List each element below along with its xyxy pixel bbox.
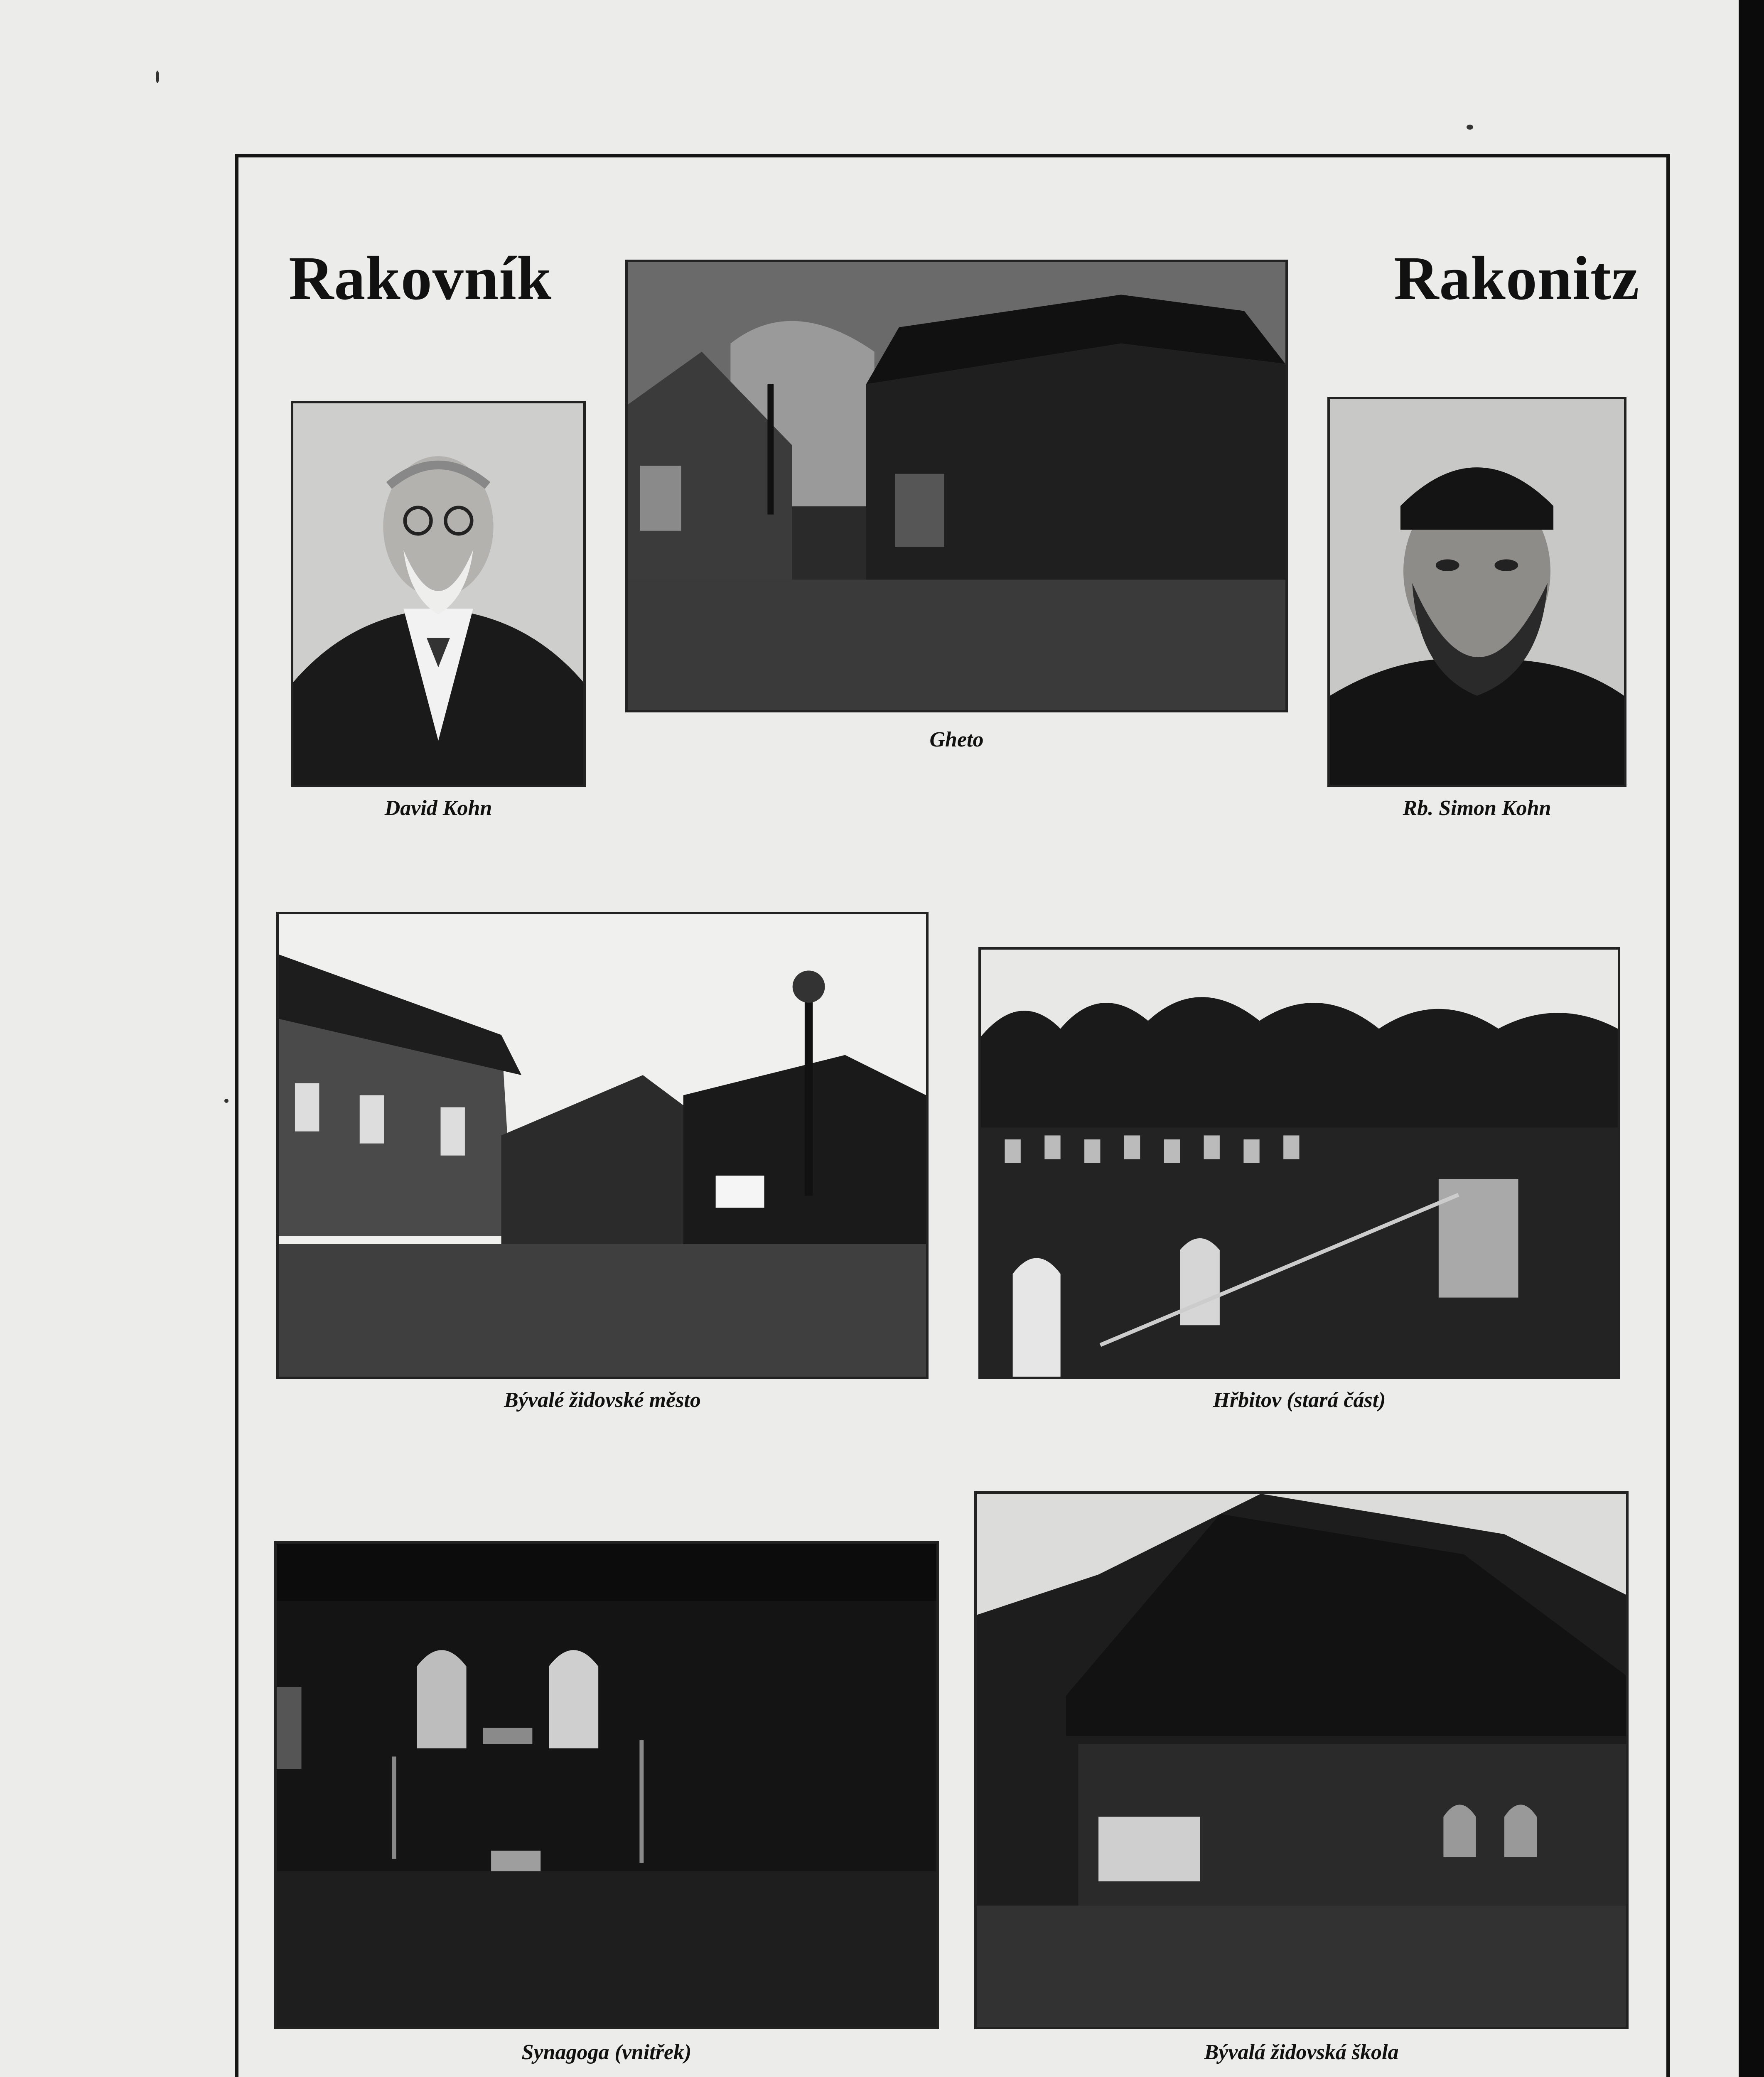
scan-speck	[156, 71, 159, 83]
photo-rb-simon-kohn	[1327, 397, 1626, 787]
photo-byvale-zidovske-mesto	[276, 912, 929, 1379]
title-left: Rakovník	[289, 244, 552, 313]
scan-speck	[224, 1099, 228, 1103]
caption-gheto: Gheto	[929, 728, 984, 751]
caption-david-kohn: David Kohn	[384, 796, 492, 820]
photo-gheto	[625, 260, 1288, 712]
caption-byvale-zidovske-mesto: Bývalé židovské město	[504, 1388, 701, 1412]
caption-byvala-zidovska-skola: Bývalá židovská škola	[1204, 2040, 1399, 2064]
caption-rb-simon-kohn: Rb. Simon Kohn	[1403, 796, 1551, 820]
caption-synagoga-vnitrek: Synagoga (vnitřek)	[521, 2040, 692, 2064]
photo-synagoga-vnitrek	[274, 1541, 939, 2029]
photo-byvala-zidovska-skola	[974, 1491, 1629, 2029]
title-right: Rakonitz	[1394, 244, 1640, 313]
photo-hrbitov	[978, 947, 1620, 1379]
photo-david-kohn	[291, 401, 586, 787]
scan-speck	[1467, 125, 1473, 130]
scanner-edge	[1739, 0, 1764, 2077]
caption-hrbitov: Hřbitov (stará část)	[1213, 1388, 1386, 1412]
